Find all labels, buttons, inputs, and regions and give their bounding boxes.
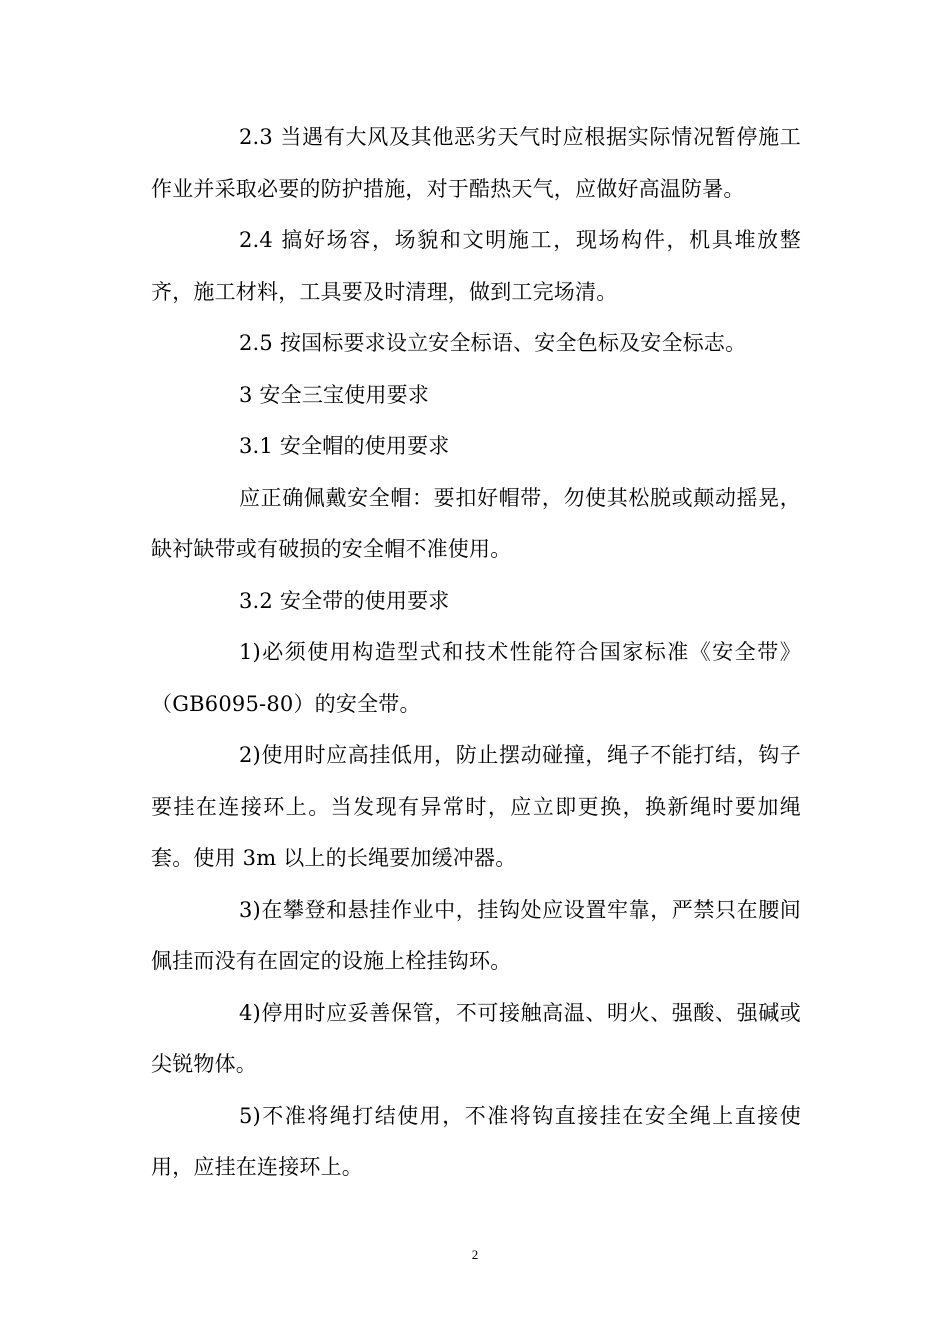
paragraph-2-4: 2.4 搞好场容，场貌和文明施工，现场构件，机具堆放整齐，施工材料，工具要及时清理，做到工完场清。 xyxy=(151,228,801,304)
heading-section-3: 3 安全三宝使用要求 xyxy=(239,382,430,407)
paragraph-2-3: 2.3 当遇有大风及其他恶劣天气时应根据实际情况暂停施工作业并采取必要的防护措施，对于酷热天气，应做好高温防暑。 xyxy=(151,125,801,201)
list-item-4: 4)停用时应妥善保管，不可接触高温、明火、强酸、强碱或尖锐物体。 xyxy=(151,1000,801,1076)
list-item-5: 5)不准将绳打结使用，不准将钩直接挂在安全绳上直接使用，应挂在连接环上。 xyxy=(151,1103,801,1179)
heading-section-3-1: 3.1 安全帽的使用要求 xyxy=(239,434,450,458)
list-item-1: 1)必须使用构造型式和技术性能符合国家标准《安全带》（GB6095-80）的安全带。 xyxy=(151,640,801,716)
list-item-2: 2)使用时应高挂低用，防止摆动碰撞，绳子不能打结，钩子要挂在连接环上。当发现有异常时，应立即更换，换新绳时要加绳套。使用 3m 以上的长绳要加缓冲器。 xyxy=(151,743,801,870)
page-number: 2 xyxy=(471,1247,479,1262)
heading-section-3-2: 3.2 安全带的使用要求 xyxy=(239,588,450,613)
paragraph-2-5: 2.5 按国标要求设立安全标语、安全色标及安全标志。 xyxy=(239,331,747,355)
document-body xyxy=(151,112,801,1194)
list-item-3: 3)在攀登和悬挂作业中，挂钩处应设置牢靠，严禁只在腰间佩挂而没有在固定的设施上栓挂钩环。 xyxy=(151,897,801,973)
paragraph-helmet-usage: 应正确佩戴安全帽：要扣好帽带，勿使其松脱或颠动摇晃，缺衬缺带或有破损的安全帽不准使用。 xyxy=(151,485,801,561)
